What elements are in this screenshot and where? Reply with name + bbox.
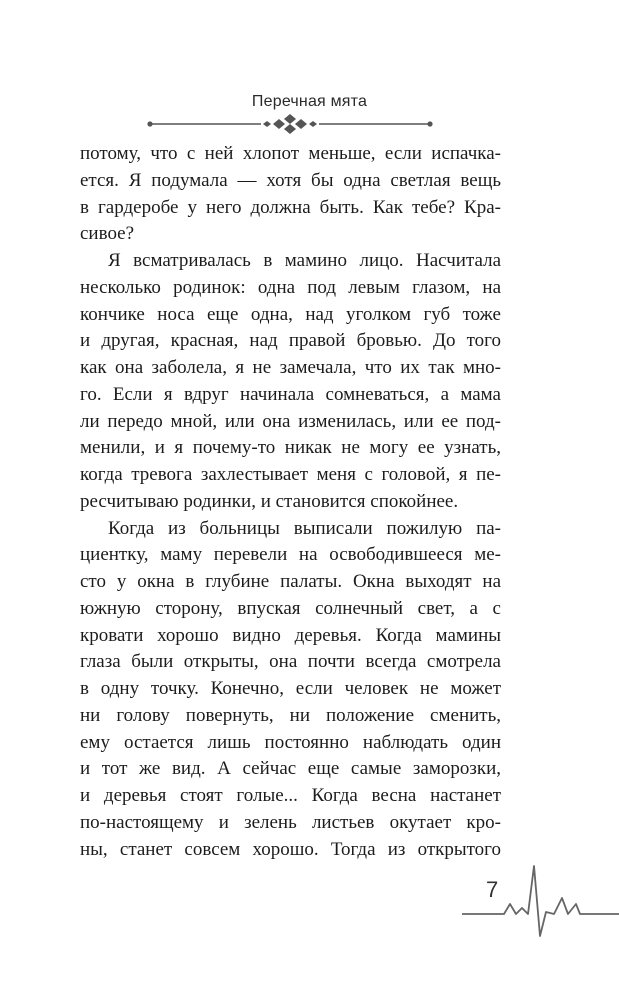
text-line: и другая, красная, над правой бровью. До того [80, 330, 501, 352]
page-number: 7 [486, 877, 499, 902]
text-line: Я всматривалась в мамино лицо. Насчитала [108, 250, 501, 271]
text-line: по-настоящему и зелень листьев окутает кро- [80, 811, 501, 833]
paragraph [80, 248, 501, 516]
text-line: и тот же вид. А сейчас еще самые заморозки, [80, 758, 501, 780]
text-line: южную сторону, впуская солнечный свет, а с [80, 597, 501, 619]
text-line: циентку, маму перевели на освободившееся ме- [80, 544, 501, 566]
text-line: когда тревога захлестывает меня с головой, я пе- [80, 464, 501, 485]
text-line: ется. Я подумала — хотя бы одна светлая вещь [80, 169, 501, 191]
text-line: как она заболела, я не замечала, что их так мно- [80, 357, 501, 378]
text-line: го. Если я вдруг начинала сомневаться, а мама [80, 383, 501, 405]
text-line: сто у окна в глубине палаты. Окна выходят на [80, 571, 501, 592]
text-line: в гардеробе у него должна быть. Как тебе? Кра- [80, 196, 501, 218]
body-text [80, 141, 501, 863]
text-line: ресчитываю родинки, и становится спокойнее. [80, 490, 459, 512]
text-line: кончике носа еще одна, над уголком губ тоже [80, 303, 501, 325]
heartbeat-line-icon [462, 862, 619, 940]
paragraph [80, 516, 501, 864]
text-line: ему остается лишь постоянно наблюдать один [80, 731, 501, 753]
text-line: и деревья стоят голые... Когда весна настанет [80, 785, 501, 806]
text-line: ли передо мной, или она изменилась, или ее под- [80, 410, 501, 432]
paragraph [80, 141, 501, 248]
text-line: в одну точку. Конечно, если человек не может [80, 678, 501, 699]
text-line: глаза были открыты, она почти всегда смотрела [80, 651, 501, 673]
text-line: менили, и я почему-то никак не могу ее узнать, [80, 437, 501, 459]
text-line: ни голову повернуть, ни положение сменить, [80, 704, 501, 726]
text-line: Когда из больницы выписали пожилую па- [108, 517, 501, 539]
text-line: потому, что с ней хлопот меньше, если испачка- [80, 143, 501, 164]
text-line: сивое? [80, 223, 135, 245]
text-line: несколько родинок: одна под левым глазом, на [80, 276, 501, 298]
text-line: ны, станет совсем хорошо. Тогда из открытого [80, 838, 501, 860]
header-ornament [145, 113, 435, 135]
text-line: кровати хорошо видно деревья. Когда мамины [80, 624, 501, 646]
running-title: Перечная мята [251, 93, 368, 110]
